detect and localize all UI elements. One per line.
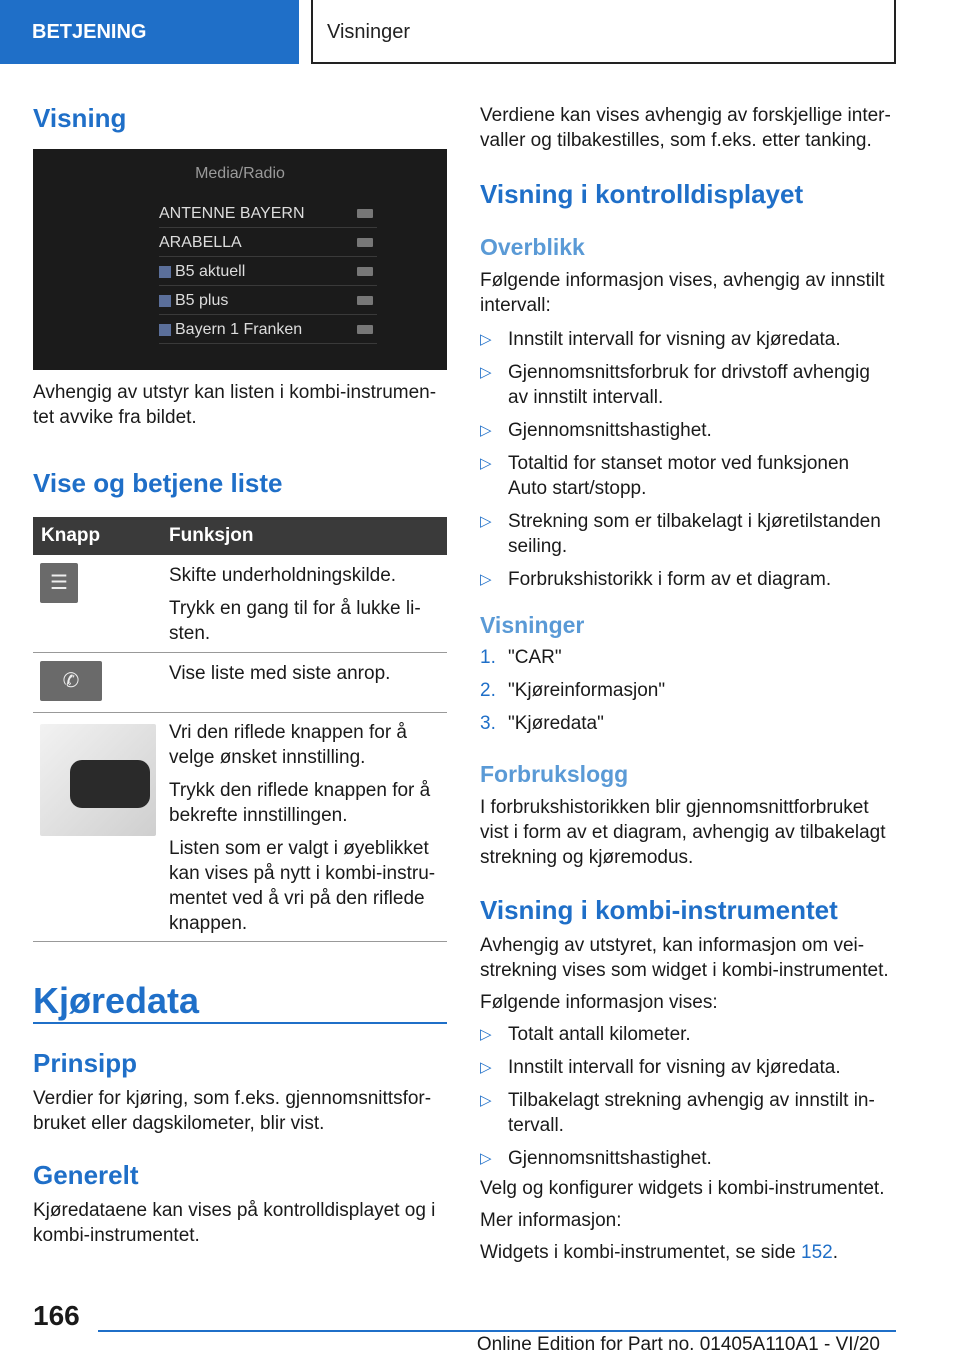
bullet-marker-icon: ▷ [480,331,492,348]
table-row-divider [33,652,447,653]
bullet-marker-icon: ▷ [480,513,492,530]
dab-icon [357,238,373,247]
generelt-text: kombi-instrumentet. [33,1225,200,1246]
station-row [159,259,377,286]
widgets-ref-text: Widgets i kombi-instrumentet, se side [480,1242,802,1263]
table-cell-text: bekrefte innstillingen. [169,805,348,826]
bullet-item [480,451,849,501]
bullet-item [480,360,870,410]
bullet-item [480,567,831,592]
station-row [159,288,377,315]
col-funksjon: Funksjon [169,525,254,546]
bullet-text: Totaltid for stanset motor ved funksjonen [508,453,850,474]
folgende-text: Følgende informasjon vises: [480,992,718,1013]
bullet-text: Innstilt intervall for visning av kjøredata. [508,1057,841,1078]
heading-visninger: Visninger [480,612,585,638]
step-number: 1. [480,647,496,668]
table-cell-text: velge ønsket innstilling. [169,747,366,768]
step-item [480,645,562,670]
bullet-text: Auto start/stopp. [508,478,647,499]
dab-icon [357,296,373,305]
table-row-divider [33,712,447,713]
kombi-text: Avhengig av utstyret, kan informasjon om vei- [480,935,865,956]
bullet-text: Gjennomsnittshastighet. [508,1148,712,1169]
forbrukslogg-text: strekning og kjøremodus. [480,847,694,868]
step-item [480,711,604,736]
page-number: 166 [33,1300,80,1331]
dab-icon [357,267,373,276]
kjoredata-rule [33,1022,447,1024]
intro-text: Verdiene kan vises avhengig av forskjellige inter- [480,105,891,126]
step-number: 3. [480,713,496,734]
bullet-item [480,509,881,559]
forbrukslogg-text: vist i form av et diagram, avhengig av tilbakelagt [480,822,886,843]
page-link[interactable]: 152 [801,1242,833,1263]
table-cell-text: mentet ved å vri på den riflede [169,888,425,909]
step-text: "CAR" [508,647,562,668]
bullet-text: Totalt antall kilometer. [508,1024,691,1045]
station-logo-icon [159,295,171,307]
screen-caption: Avhengig av utstyr kan listen i kombi-instrumen- [33,382,437,403]
bullet-marker-icon: ▷ [480,1150,492,1167]
intro-text: valler og tilbakestilles, som f.eks. etter tanking. [480,130,872,151]
bullet-item [480,1146,712,1171]
mer-text: Mer informasjon: [480,1210,622,1231]
media-radio-screenshot [33,149,447,370]
step-text: "Kjøreinformasjon" [508,680,666,701]
bullet-marker-icon: ▷ [480,1026,492,1043]
bullet-text: Gjennomsnittsforbruk for drivstoff avhengig [508,362,870,383]
chapter-tab: Visninger [311,0,896,64]
bullet-item [480,327,841,352]
dab-icon [357,325,373,334]
bullet-item [480,418,712,443]
heading-liste: Vise og betjene liste [33,468,283,498]
station-name: Bayern 1 Franken [175,321,303,338]
velg-text: Velg og konfigurer widgets i kombi-instrumentet. [480,1178,885,1199]
dab-icon [357,209,373,218]
bullet-text: Tilbakelagt strekning avhengig av innstilt in- [508,1090,875,1111]
table-cell-text: sten. [169,623,211,644]
table-cell-text: kan vises på nytt i kombi-instru- [169,863,436,884]
bullet-text: seiling. [508,536,568,557]
table-cell-text: Vise liste med siste anrop. [169,663,391,684]
station-name: B5 plus [175,292,229,309]
bullet-text: Innstilt intervall for visning av kjøredata. [508,329,841,350]
bullet-text: Gjennomsnittshastighet. [508,420,712,441]
bullet-text: tervall. [508,1115,564,1136]
table-cell-text: Trykk den riflede knappen for å [169,780,431,801]
bullet-marker-icon: ▷ [480,571,492,588]
table-cell-text: knappen. [169,913,248,934]
bullet-item [480,1088,875,1138]
table-header [33,517,447,555]
prinsipp-text: Verdier for kjøring, som f.eks. gjennomsnittsfor- [33,1088,432,1109]
bullet-marker-icon: ▷ [480,455,492,472]
station-row [159,317,377,344]
heading-kontrolldisplay: Visning i kontrolldisplayet [480,179,804,209]
forbrukslogg-text: I forbrukshistorikken blir gjennomsnittforbruket [480,797,869,818]
station-name: ANTENNE BAYERN [159,205,305,222]
bullet-text: Forbrukshistorikk i form av et diagram. [508,569,832,590]
bullet-marker-icon: ▷ [480,422,492,439]
edition-line: Online Edition for Part no. 01405A110A1 - VI/20 [476,1334,880,1355]
screen-title: Media/Radio [195,165,285,182]
bullet-item [480,1055,841,1080]
station-logo-icon [159,266,171,278]
station-name: B5 aktuell [175,263,246,280]
station-logo-icon [159,324,171,336]
table-cell-text: Skifte underholdningskilde. [169,565,397,586]
table-cell-text: Trykk en gang til for å lukke li- [169,598,421,619]
heading-kjoredata: Kjøredata [33,980,200,1021]
bullet-marker-icon: ▷ [480,364,492,381]
heading-forbrukslogg: Forbrukslogg [480,761,629,787]
bullet-marker-icon: ▷ [480,1059,492,1076]
footer-rule [98,1330,896,1332]
overblikk-text: Følgende informasjon vises, avhengig av innstilt [480,270,885,291]
step-item [480,678,665,703]
step-text: "Kjøredata" [508,713,604,734]
table-cell-text: Vri den riflede knappen for å [169,722,408,743]
station-row [159,201,377,228]
heading-generelt: Generelt [33,1160,139,1190]
col-knapp: Knapp [41,525,101,546]
prinsipp-text: bruket eller dagskilometer, blir vist. [33,1113,325,1134]
step-number: 2. [480,680,496,701]
section-tab: BETJENING [0,0,299,64]
table-row-divider [33,941,447,942]
table-cell-text: Listen som er valgt i øyeblikket [169,838,429,859]
bullet-marker-icon: ▷ [480,1092,492,1109]
bullet-text: av innstilt intervall. [508,387,664,408]
station-name: ARABELLA [159,234,242,251]
bullet-text: Strekning som er tilbakelagt i kjøretilstanden [508,511,881,532]
screen-caption: tet avvike fra bildet. [33,407,197,428]
knob-grip [70,760,150,808]
kombi-text: strekning vises som widget i kombi-instrumentet. [480,960,889,981]
station-row [159,230,377,257]
phone-icon: ✆ [40,661,102,701]
heading-kombi: Visning i kombi-instrumentet [480,895,838,925]
overblikk-text: intervall: [480,295,551,316]
heading-visning: Visning [33,103,127,133]
list-icon: ☰ [40,563,78,603]
bullet-item [480,1022,691,1047]
widgets-ref-suffix: . [832,1242,838,1263]
widgets-ref [480,1240,838,1265]
heading-overblikk: Overblikk [480,234,585,260]
heading-prinsipp: Prinsipp [33,1048,138,1078]
generelt-text: Kjøredataene kan vises på kontrolldisplayet og i [33,1200,436,1221]
